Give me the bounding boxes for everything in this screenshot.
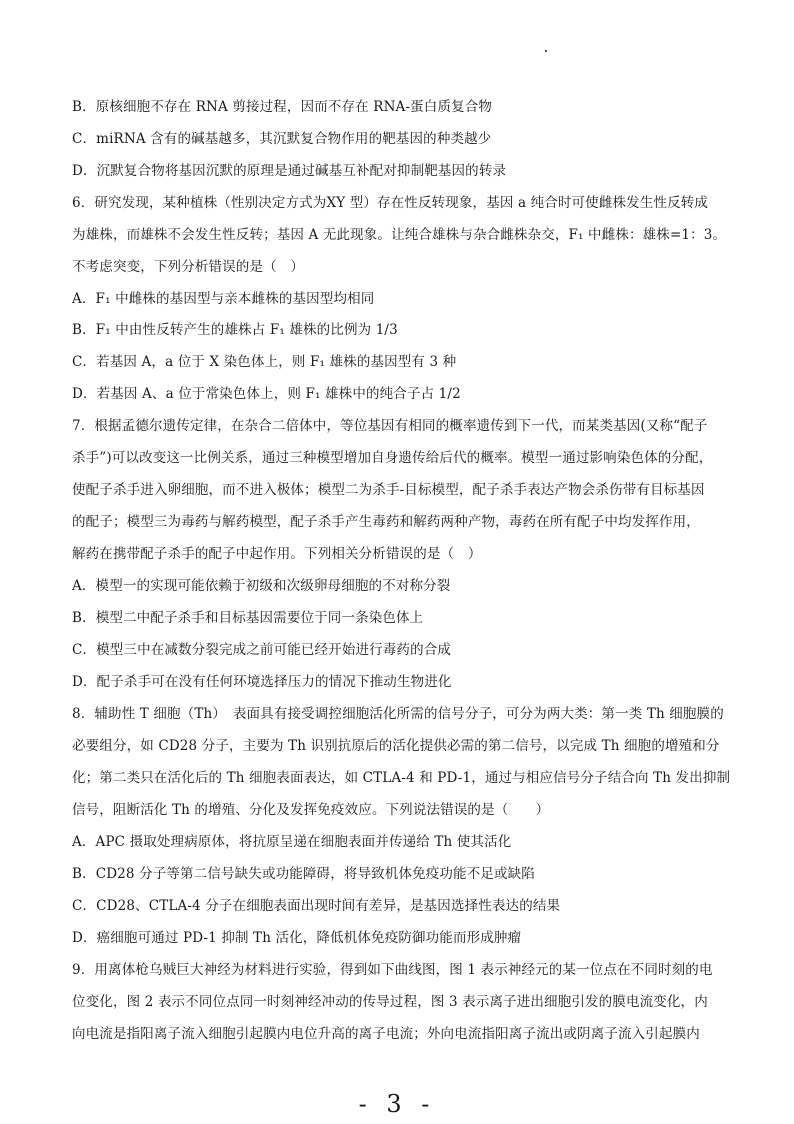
option-5d: D．沉默复合物将基因沉默的原理是通过碱基互补配对抑制靶基因的转录 bbox=[72, 163, 507, 179]
option-8c: C．CD28、CTLA-4 分子在细胞表面出现时间有差异，是基因选择性表达的结果 bbox=[72, 898, 561, 914]
question-8-stem-line-2: 必要组分，如 CD28 分子，主要为 Th 识别抗原后的活化提供必需的第二信号，以完成 Th 细胞的增殖和分 bbox=[72, 738, 720, 754]
question-8-stem-line-3: 化；第二类只在活化后的 Th 细胞表面表达，如 CTLA-4 和 PD-1，通过与相应信号分子结合向 Th 发出抑制 bbox=[72, 770, 731, 786]
question-7-stem-line-1: 7．根据孟德尔遗传定律，在杂合二倍体中，等位基因有相同的概率遗传到下一代，而某类基因(又称“配子 bbox=[72, 418, 708, 434]
question-7-stem-line-4: 的配子；模型三为毒药与解药模型，配子杀手产生毒药和解药两种产物，毒药在所有配子中均发挥作用， bbox=[72, 514, 700, 530]
option-6a: A．F₁ 中雌株的基因型与亲本雌株的基因型均相同 bbox=[72, 291, 375, 307]
option-8a: A．APC 摄取处理病原体，将抗原呈递在细胞表面并传递给 Th 使其活化 bbox=[72, 834, 512, 850]
option-5c: C．miRNA 含有的碱基越多，其沉默复合物作用的靶基因的种类越少 bbox=[72, 131, 492, 147]
option-7a: A．模型一的实现可能依赖于初级和次级卵母细胞的不对称分裂 bbox=[72, 578, 451, 594]
option-5b: B．原核细胞不存在 RNA 剪接过程，因而不存在 RNA-蛋白质复合物 bbox=[72, 99, 493, 115]
option-8d: D．癌细胞可通过 PD-1 抑制 Th 活化，降低机体免疫防御功能而形成肿瘤 bbox=[72, 930, 522, 946]
question-6-stem-line-1: 6．研究发现，某种植株（性别决定方式为XY 型）存在性反转现象，基因 a 纯合时可使雌株发生性反转成 bbox=[72, 195, 709, 211]
question-8-stem-line-1: 8．辅助性 T 细胞（Th） 表面具有接受调控细胞活化所需的信号分子，可分为两大类：第一类 Th 细胞膜的 bbox=[72, 706, 724, 722]
question-6-stem-line-2: 为雄株，而雄株不会发生性反转；基因 A 无此现象。让纯合雄株与杂合雌株杂交，F₁ 中雌株：雄株=1：3。 bbox=[72, 227, 727, 243]
option-6c: C．若基因 A，a 位于 X 染色体上，则 F₁ 雄株的基因型有 3 种 bbox=[72, 354, 457, 370]
question-6-stem-line-3: 不考虑突变，下列分析错误的是（ ） bbox=[72, 259, 305, 275]
page-number: - 3 - bbox=[358, 1090, 436, 1118]
option-7d: D．配子杀手可在没有任何环境选择压力的情况下推动生物进化 bbox=[72, 674, 452, 690]
option-7c: C．模型三中在减数分裂完成之前可能已经开始进行毒药的合成 bbox=[72, 642, 452, 658]
question-7-stem-line-5: 解药在携带配子杀手的配子中起作用。下列相关分析错误的是（ ） bbox=[72, 546, 482, 562]
option-7b: B．模型二中配子杀手和目标基因需要位于同一条染色体上 bbox=[72, 610, 424, 626]
scan-speck bbox=[545, 50, 547, 52]
option-6b: B．F₁ 中由性反转产生的雄株占 F₁ 雄株的比例为 1/3 bbox=[72, 322, 398, 338]
question-7-stem-line-2: 杀手”)可以改变这一比例关系，通过三种模型增加自身遗传给后代的概率。模型一通过影响染色体的分配， bbox=[72, 450, 713, 466]
question-9-stem-line-3: 向电流是指阳离子流入细胞引起膜内电位升高的离子电流；外向电流指阳离子流出或阴离子流入引起膜内 bbox=[72, 1026, 700, 1042]
option-8b: B．CD28 分子等第二信号缺失或功能障碍，将导致机体免疫功能不足或缺陷 bbox=[72, 866, 535, 882]
question-9-stem-line-2: 位变化，图 2 表示不同位点同一时刻神经冲动的传导过程，图 3 表示离子进出细胞引发的膜电流变化，内 bbox=[72, 994, 708, 1010]
question-8-stem-line-4: 信号，阻断活化 Th 的增殖、分化及发挥免疫效应。下列说法错误的是（ ） bbox=[72, 802, 550, 818]
option-6d: D．若基因 A、a 位于常染色体上，则 F₁ 雄株中的纯合子占 1/2 bbox=[72, 386, 461, 402]
question-7-stem-line-3: 使配子杀手进入卵细胞，而不进入极体；模型二为杀手-目标模型，配子杀手表达产物会杀伤带有目标基因 bbox=[72, 482, 705, 498]
question-9-stem-line-1: 9．用离体枪乌贼巨大神经为材料进行实验，得到如下曲线图，图 1 表示神经元的某一位点在不同时刻的电 bbox=[72, 962, 713, 978]
